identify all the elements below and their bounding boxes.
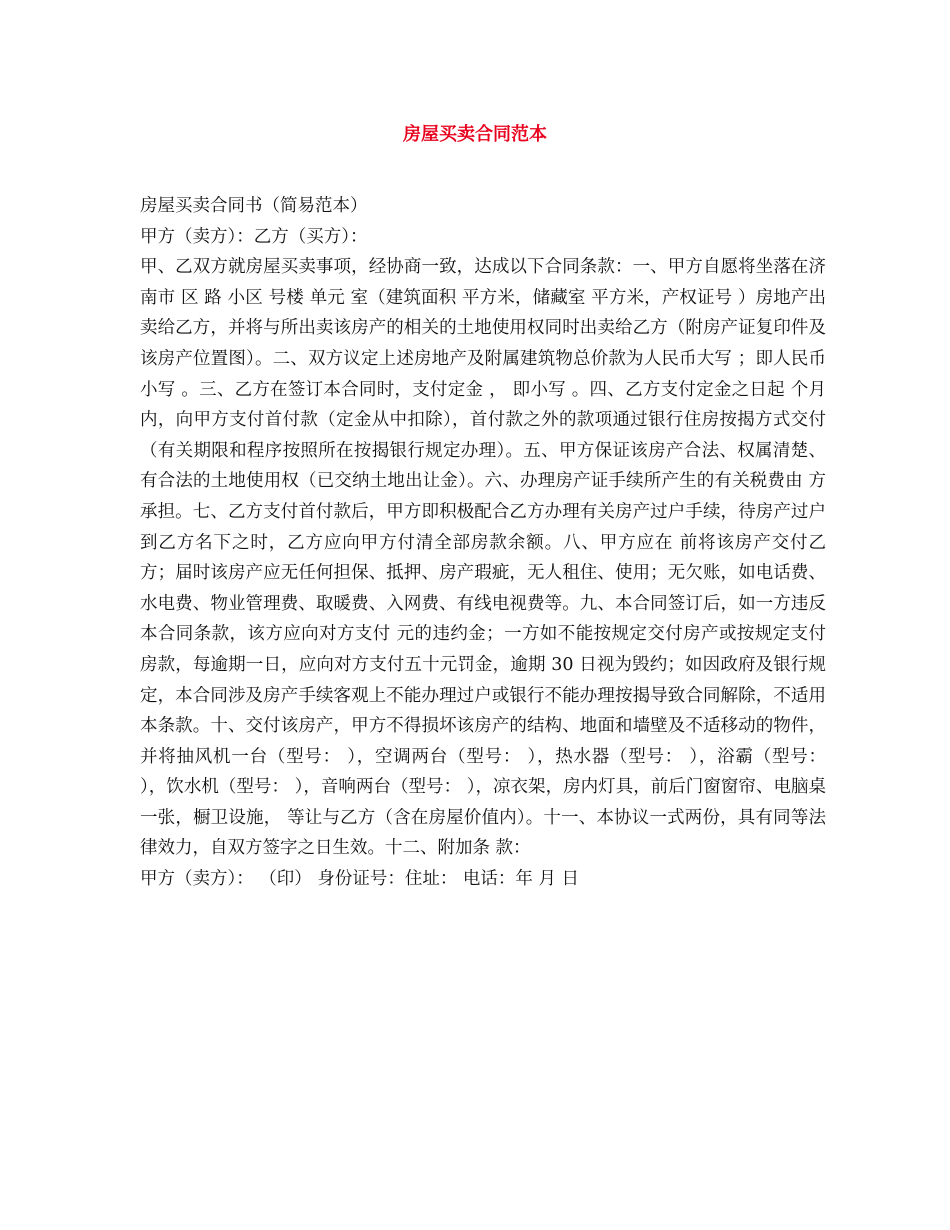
page-title: 房屋买卖合同范本 [403,124,547,145]
contract-content [140,191,826,895]
contract-subtitle: 房屋买卖合同书（简易范本） [140,196,368,216]
contract-body: 甲、乙双方就房屋买卖事项，经协商一致，达成以下合同条款：一、甲方自愿将坐落在济南市 区 路 小区 号楼 单元 室（建筑面积 平方米，储藏室 平方米，产权证号 ）房地产出卖给乙方，并将与所出卖该房产的相关的土地使用权同时出卖给乙方（附房产证复印件及该房产位置图）。二、双方议定上述房地产及附属建筑物总价款为人民币大写 ；即人民币小写 。三、乙方在签订本合同时，支付定金 ， 即小写 。四、乙方支付定金之日起 个月内，向甲方支付首付款（定金从中扣除），首付款之外的款项通过银行住房按揭方式交付（有关期限和程序按照所在按揭银行规定办理）。五、甲方保证该房产合法、权属清楚、有合法的土地使用权（已交纳土地出让金）。六、办理房产证手续所产生的有关税费由 方承担。七、乙方支付首付款后，甲方即积极配合乙方办理有关房产过户手续，待房产过户到乙方名下之时，乙方应向甲方付清全部房款余额。八、甲方应在 前将该房产交付乙方；届时该房产应无任何担保、抵押、房产瑕疵，无人租住、使用；无欠账，如电话费、水电费、物业管理费、取暖费、入网费、有线电视费等。九、本合同签订后，如一方违反本合同条款，该方应向对方支付 元的违约金；一方如不能按规定交付房产或按规定支付房款，每逾期一日，应向对方支付五十元罚金，逾期 30 日视为毁约；如因政府及银行规定，本合同涉及房产手续客观上不能办理过户或银行不能办理按揭导致合同解除，不适用本条款。十、交付该房产，甲方不得损坏该房产的结构、地面和墙壁及不适移动的物件，并将抽风机一台（型号： ），空调两台（型号： ），热水器（型号： ），浴霸（型号： ），饮水机（型号： ），音响两台（型号： ），凉衣架，房内灯具，前后门窗窗帘、电脑桌一张，橱卫设施， 等让与乙方（含在房屋价值内）。十一、本协议一式两份，具有同等法律效力，自双方签字之日生效。十二、附加条 款： [140,257,826,859]
signature-line: 甲方（卖方）： （印） 身份证号：住址： 电话：年 月 日 [140,869,580,890]
parties-line: 甲方（卖方）：乙方（买方）： [140,226,368,247]
